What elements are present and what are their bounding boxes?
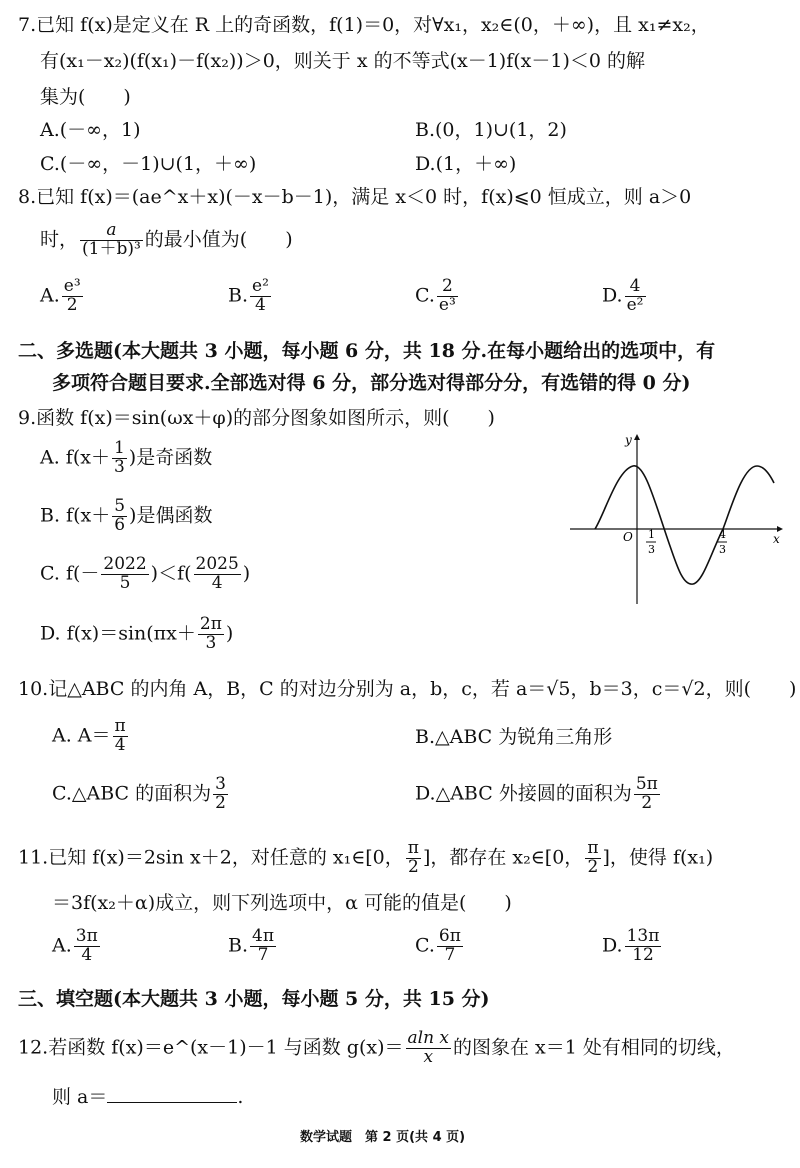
- origin-label: O: [623, 530, 633, 544]
- q12-stem-line1: 12.若函数 f(x)＝e^(x－1)－1 与函数 g(x)＝ $\frac{\text{aln x}}{x}$ 的图象在 x＝1 处有相同的切线，: [18, 1028, 735, 1067]
- q10-option-a: A. A＝ $\frac{\pi}{4}$: [52, 716, 126, 755]
- q8-option-d: D. $\frac{4}{\text{e²}}$: [602, 276, 644, 315]
- q11-option-d: D. $\frac{13\pi}{12}$: [602, 926, 660, 965]
- q10-stem: 10.记△ABC 的内角 A，B，C 的对边分别为 a，b，c，若 a＝√5，b＝3，c＝√2，则( ): [18, 678, 797, 700]
- tick1-den: 3: [648, 543, 655, 556]
- q8-option-b: B. $\frac{\text{e²}}{4}$: [228, 276, 269, 315]
- q9-option-d: D. f(x)＝sin(πx＋ $\frac{2\pi}{3}$ ): [40, 614, 234, 653]
- q7-stem-line1: 7.已知 f(x)是定义在 R 上的奇函数，f(1)＝0，对∀x₁，x₂∈(0，＋∞)，且 x₁≠x₂，: [18, 14, 710, 36]
- sine-curve: [595, 466, 774, 584]
- q7-option-b: B.(0，1)∪(1，2): [415, 119, 567, 141]
- q8-fraction: $\frac{a}{\text{(1＋b)³}}$: [82, 220, 141, 259]
- q9-option-b: B. f(x＋ $\frac{5}{6}$ )是偶函数: [40, 496, 213, 535]
- q12-answer-blank[interactable]: [107, 1088, 237, 1103]
- q7-stem-line2: 有(x₁－x₂)(f(x₁)－f(x₂))＞0，则关于 x 的不等式(x－1)f(x－1)＜0 的解: [40, 50, 645, 72]
- q11-option-c: C. $\frac{6\pi}{7}$: [415, 926, 461, 965]
- q7-option-c: C.(－∞，－1)∪(1，＋∞): [40, 153, 257, 175]
- page-footer: 数学试题 第 2 页(共 4 页): [300, 1130, 466, 1145]
- q11-option-b: B. $\frac{4\pi}{7}$: [228, 926, 275, 965]
- q7-stem-line3: 集为( ): [40, 86, 131, 108]
- tick1-num: 1: [648, 528, 655, 541]
- q10-option-d: D.△ABC 外接圆的面积为 $\frac{5\pi}{2}$: [415, 774, 658, 813]
- q10-option-c: C.△ABC 的面积为 $\frac{3}{2}$: [52, 774, 226, 813]
- q8-stem-line1: 8.已知 f(x)＝(ae^x＋x)(－x－b－1)，满足 x＜0 时，f(x)⩽0 恒成立，则 a＞0: [18, 186, 692, 208]
- y-axis-arrow: [634, 434, 640, 440]
- q8-stem-suffix: 的最小值为( ): [144, 228, 293, 251]
- q8-option-a: A. $\frac{\text{e³}}{2}$: [40, 276, 81, 315]
- q8-stem-prefix: 时，: [40, 228, 79, 251]
- section2-heading-line2: 多项符合题目要求.全部选对得 6 分，部分选对得部分分，有选错的得 0 分): [52, 372, 691, 394]
- y-label: y: [625, 433, 632, 447]
- q10-option-b: B.△ABC 为锐角三角形: [415, 726, 613, 748]
- q11-stem-line1: 11.已知 f(x)＝2sin x＋2，对任意的 x₁∈[0， $\frac{\pi}{2}$ ]，都存在 x₂∈[0， $\frac{\pi}{2}$ ]，使得 f(x₁): [18, 838, 714, 877]
- tick2-num: 4: [719, 528, 726, 541]
- q8-option-c: C. $\frac{2}{\text{e³}}$: [415, 276, 456, 315]
- q7-option-a: A.(－∞，1): [40, 119, 141, 141]
- q7-option-d: D.(1，＋∞): [415, 153, 517, 175]
- q9-stem: 9.函数 f(x)＝sin(ωx＋φ)的部分图象如图所示，则( ): [18, 407, 495, 429]
- q9-sine-graph: [565, 428, 785, 608]
- q11-option-a: A. $\frac{3\pi}{4}$: [52, 926, 98, 965]
- q8-stem-line2: [40, 222, 293, 259]
- q12-stem-line2: 则 a＝ .: [52, 1086, 244, 1108]
- section2-heading-line1: 二、多选题(本大题共 3 小题，每小题 6 分，共 18 分.在每小题给出的选项中，有: [18, 340, 716, 362]
- q9-option-c: C. f(－ $\frac{2022}{5}$ )＜f( $\frac{2025}{4}$ ): [40, 554, 251, 593]
- q9-option-a: A. f(x＋ $\frac{1}{3}$ )是奇函数: [40, 438, 213, 477]
- x-label: x: [773, 532, 780, 546]
- section3-heading: 三、填空题(本大题共 3 小题，每小题 5 分，共 15 分): [18, 988, 490, 1010]
- tick2-den: 3: [719, 543, 726, 556]
- q11-stem-line2: ＝3f(x₂＋α)成立，则下列选项中，α 可能的值是( ): [52, 892, 512, 914]
